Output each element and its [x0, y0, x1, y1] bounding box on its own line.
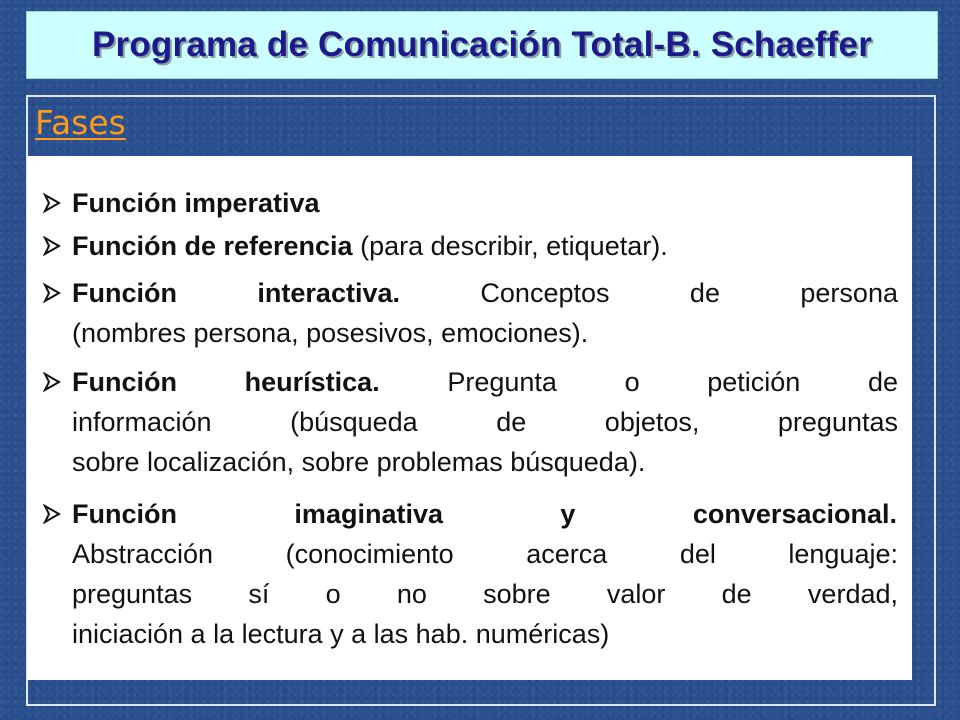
arrow-bullet-icon [43, 226, 69, 256]
item-text: sobre localización, sobre problemas búsqueda). [72, 447, 646, 477]
item-text: información (búsqueda de objetos, preguntas [72, 407, 898, 437]
item-title: Función imperativa [72, 188, 320, 218]
item-text: Pregunta o petición de [379, 367, 898, 397]
bullet-list-panel [27, 156, 912, 680]
item-title: Función de referencia [72, 231, 353, 261]
slide-title: Programa de Comunicación Total-B. Schaeffer [91, 25, 873, 64]
item-title: Función heurística. [72, 367, 380, 397]
arrow-bullet-icon [43, 362, 69, 392]
section-heading: Fases [35, 103, 126, 142]
item-title: Función imaginativa y conversacional. [72, 499, 897, 529]
item-text: Conceptos de persona [399, 278, 898, 308]
item-title: Función interactiva. [72, 278, 400, 308]
arrow-bullet-icon [43, 183, 69, 213]
item-text: iniciación a la lectura y a las hab. numéricas) [72, 619, 610, 649]
arrow-bullet-icon [43, 273, 69, 303]
item-text: (para describir, etiquetar). [352, 231, 668, 261]
arrow-bullet-icon [43, 494, 69, 524]
title-banner [26, 11, 938, 79]
item-text: (nombres persona, posesivos, emociones). [72, 318, 589, 348]
item-text: Abstracción (conocimiento acerca del lenguaje: [72, 539, 898, 569]
item-text: preguntas sí o no sobre valor de verdad, [72, 579, 898, 609]
